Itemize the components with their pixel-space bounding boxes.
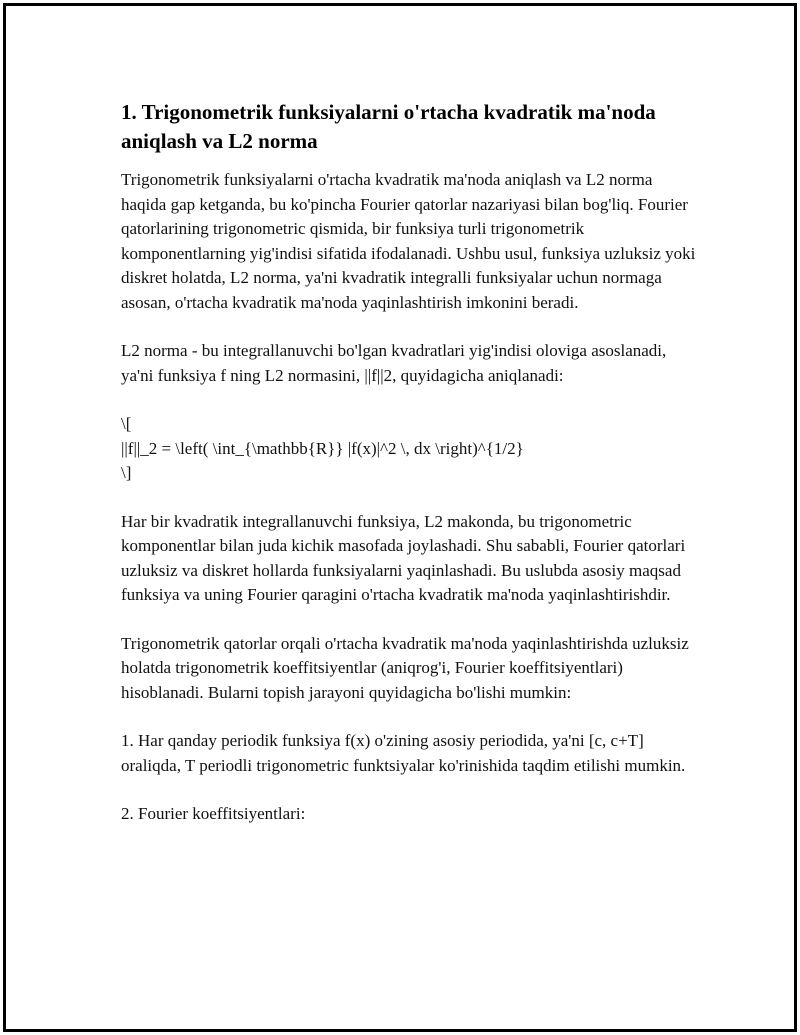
paragraph-approximation: Har bir kvadratik integrallanuvchi funksiya, L2 makonda, bu trigonometric komponentlar bilan juda kichik masofada joylashadi. Shu sababli, Fourier qatorlari uzluksiz va diskret hollarda funksiyalarni yaqinlashadi. Bu uslubda asosiy maqsad funksiya va uning Fourier qaragini o'rtacha kvadratik ma'noda yaqinlashtirishdir.	[121, 511, 686, 604]
document-page	[3, 3, 797, 1032]
section-title: 1. Trigonometrik funksiyalarni o'rtacha kvadratik ma'noda aniqlash va L2 norma	[121, 100, 656, 153]
formula-close: \]	[121, 463, 132, 482]
list-item-2: 2. Fourier koeffitsiyentlari:	[121, 804, 306, 823]
formula-body: ||f||_2 = \left( \int_{\mathbb{R}} |f(x)|^2 \, dx \right)^{1/2}	[121, 438, 524, 458]
paragraph-l2-definition: L2 norma - bu integrallanuvchi bo'lgan kvadratlari yig'indisi oloviga asoslanadi, ya'ni funksiya f ning L2 normasini, ||f||2, quyidagicha aniqlanadi:	[121, 341, 667, 385]
formula-open: \[	[121, 414, 132, 433]
paragraph-coefficients: Trigonometrik qatorlar orqali o'rtacha kvadratik ma'noda yaqinlashtirishda uzluksiz holatda trigonometrik koeffitsiyentlar (aniqrog'i, Fourier koeffitsiyentlari) hisoblanadi. Bularni topish jarayoni quyidagicha bo'lishi mumkin:	[121, 633, 689, 702]
document-content	[121, 98, 701, 851]
paragraph-intro: Trigonometrik funksiyalarni o'rtacha kvadratik ma'noda aniqlash va L2 norma haqida gap ketganda, bu ko'pincha Fourier qatorlar nazariyasi bilan bog'liq. Fourier qatorlarining trigonometric qismida, bir funksiya turli trigonometrik komponentlarning yig'indisi sifatida ifodalanadi. Ushbu usul, funksiya uzluksiz yoki diskret holatda, L2 norma, ya'ni kvadratik integralli funksiyalar uchun normaga asosan, o'rtacha kvadratik ma'noda yaqinlashtirish imkonini beradi.	[121, 170, 696, 312]
list-item-1: 1. Har qanday periodik funksiya f(x) o'zining asosiy periodida, ya'ni [c, c+T] oraliqda, T periodli trigonometric funktsiyalar ko'rinishida taqdim etilishi mumkin.	[121, 731, 686, 775]
l2-norm-formula	[121, 412, 701, 486]
